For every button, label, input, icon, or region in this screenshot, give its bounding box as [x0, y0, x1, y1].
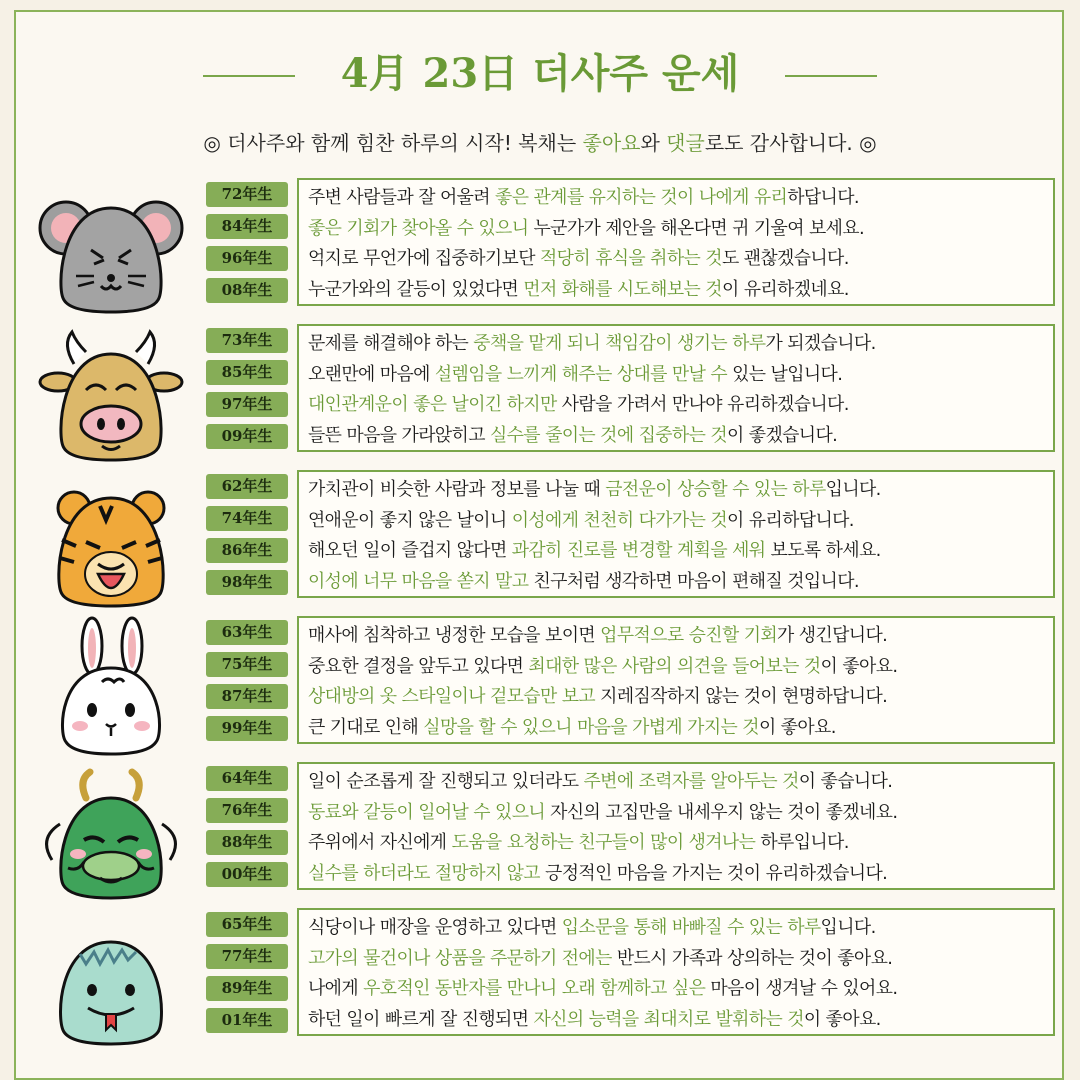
- fortune-highlight: 자신의 능력을 최대치로 발휘하는 것: [533, 1008, 804, 1030]
- fortune-text: 매사에 침착하고 냉정한 모습을 보이면: [308, 625, 601, 646]
- fortune-highlight: 먼저 화해를 시도해보는 것: [523, 278, 722, 300]
- fortune-line: [308, 1005, 1048, 1036]
- subtitle-comment: 댓글: [666, 131, 705, 155]
- fortune-group: [0, 762, 1080, 902]
- fortune-highlight: 우호적인 동반자를 만나니 오래 함께하고 싶은: [363, 978, 706, 999]
- fortune-line: [308, 974, 1048, 1005]
- birth-year-badge: 65年生: [206, 912, 288, 937]
- subtitle-mid: 와: [640, 131, 667, 155]
- fortune-line: [308, 390, 1048, 421]
- fortune-text: 이 좋겠습니다.: [727, 424, 838, 446]
- fortune-text: 가 되겠습니다.: [765, 333, 876, 354]
- fortune-line: [308, 621, 1048, 652]
- fortune-text: 사람을 가려서 만나야 유리하겠습니다.: [556, 394, 849, 415]
- fortune-text: 입니다.: [820, 917, 876, 938]
- fortune-text: 이 좋아요.: [820, 655, 898, 677]
- birth-year-badge: 87年生: [206, 684, 288, 709]
- fortune-text: 들뜬 마음을 가라앉히고: [308, 424, 490, 446]
- fortune-highlight: 이성에게 천천히 다가가는 것: [511, 509, 728, 531]
- birth-year-badge: 77年生: [206, 944, 288, 969]
- birth-year-badge: 00年生: [206, 862, 288, 887]
- fortune-text: 이 좋습니다.: [798, 771, 893, 792]
- fortune-highlight: 상대방의 옷 스타일이나 겉모습만 보고: [308, 686, 596, 707]
- fortune-text: 주위에서 자신에게: [308, 832, 452, 853]
- birth-year-badge: 75年生: [206, 652, 288, 677]
- fortune-text: 입니다.: [825, 479, 881, 500]
- fortune-line: [308, 214, 1048, 245]
- fortune-text: 반드시 가족과 상의하는 것이 좋아요.: [611, 947, 893, 969]
- fortune-text: 이 유리하겠네요.: [721, 278, 849, 300]
- birth-year-badge: 86年生: [206, 538, 288, 563]
- fortune-highlight: 실수를 줄이는 것에 집중하는 것: [489, 424, 728, 446]
- tiger-icon: [36, 470, 186, 610]
- birth-year-badge: 88年生: [206, 830, 288, 855]
- fortune-text: 도 괜찮겠습니다.: [721, 248, 849, 269]
- fortune-text: 연애운이 좋지 않은 날이니: [308, 509, 512, 531]
- birth-year-badge: 74年生: [206, 506, 288, 531]
- fortune-highlight: 좋은 기회가 찾아올 수 있으니: [308, 217, 529, 239]
- birth-year-badge: 84年生: [206, 214, 288, 239]
- fortune-text-box: [297, 616, 1055, 744]
- fortune-text: 이 유리하답니다.: [727, 509, 854, 531]
- birth-year-badge: 76年生: [206, 798, 288, 823]
- fortune-text: 오랜만에 마음에: [308, 363, 435, 385]
- birth-year-badge: 97年生: [206, 392, 288, 417]
- fortune-text: 문제를 해결해야 하는: [308, 333, 474, 354]
- fortune-text: 이 좋아요.: [803, 1008, 881, 1030]
- subtitle: [0, 128, 1080, 158]
- snake-icon: [36, 908, 186, 1048]
- fortune-text: 해오던 일이 즐겁지 않다면: [308, 540, 512, 561]
- fortune-highlight: 고가의 물건이나 상품을 주문하기 전에는: [308, 947, 612, 969]
- fortune-text-box: [297, 470, 1055, 598]
- rat-icon: [36, 178, 186, 318]
- fortune-group: [0, 178, 1080, 318]
- birth-year-badge: 62年生: [206, 474, 288, 499]
- fortune-line: [308, 652, 1048, 683]
- subtitle-like: 좋아요: [582, 131, 641, 155]
- birth-year-badge: 85年生: [206, 360, 288, 385]
- fortune-line: [308, 682, 1048, 713]
- fortune-text: 하답니다.: [787, 187, 859, 208]
- fortune-text: 식당이나 매장을 운영하고 있다면: [308, 917, 562, 938]
- fortune-text: 보도록 하세요.: [765, 540, 881, 561]
- birth-year-badge: 09年生: [206, 424, 288, 449]
- fortune-highlight: 대인관계운이 좋은 날이긴 하지만: [308, 394, 557, 415]
- birth-year-badge: 72年生: [206, 182, 288, 207]
- fortune-line: [308, 421, 1048, 452]
- fortune-line: [308, 536, 1048, 567]
- fortune-highlight: 과감히 진로를 변경할 계획을 세워: [511, 540, 766, 561]
- birth-year-badge: 89年生: [206, 976, 288, 1001]
- fortune-text-box: [297, 762, 1055, 890]
- subtitle-suffix: 로도 감사합니다. ◎: [704, 131, 877, 155]
- fortune-text: 가 생긴답니다.: [777, 625, 888, 646]
- fortune-text: 하던 일이 빠르게 잘 진행되면: [308, 1008, 534, 1030]
- fortune-line: [308, 244, 1048, 275]
- fortune-text: 가치관이 비슷한 사람과 정보를 나눌 때: [308, 479, 606, 500]
- fortune-highlight: 금전운이 상승할 수 있는 하루: [605, 479, 826, 500]
- fortune-line: [308, 859, 1048, 890]
- fortune-text: 친구처럼 생각하면 마음이 편해질 것입니다.: [528, 570, 859, 592]
- fortune-highlight: 설렘임을 느끼게 해주는 상대를 만날 수: [434, 363, 728, 385]
- page-title: 4月 23日 더사주 운세: [340, 50, 740, 97]
- fortune-highlight: 중책을 맡게 되니 책임감이 생기는 하루: [473, 333, 766, 354]
- fortune-highlight: 최대한 많은 사람의 의견을 들어보는 것: [528, 655, 821, 677]
- fortune-line: [308, 944, 1048, 975]
- fortune-text: 나에게: [308, 978, 364, 999]
- ox-icon: [36, 324, 186, 464]
- fortune-text: 중요한 결정을 앞두고 있다면: [308, 655, 529, 677]
- fortune-highlight: 적당히 휴식을 취하는 것: [539, 248, 722, 269]
- fortune-group: [0, 470, 1080, 610]
- fortune-line: [308, 183, 1048, 214]
- fortune-line: [308, 913, 1048, 944]
- fortune-text: 마음이 생겨날 수 있어요.: [705, 978, 898, 999]
- fortune-line: [308, 828, 1048, 859]
- fortune-text: 누군가와의 갈등이 있었다면: [308, 278, 524, 300]
- birth-year-badge: 73年生: [206, 328, 288, 353]
- fortune-line: [308, 329, 1048, 360]
- fortune-highlight: 이성에 너무 마음을 쏟지 말고: [308, 570, 529, 592]
- fortune-line: [308, 798, 1048, 829]
- birth-year-badge: 96年生: [206, 246, 288, 271]
- birth-year-badge: 98年生: [206, 570, 288, 595]
- subtitle-prefix: ◎ 더사주와 함께 힘찬 하루의 시작! 복채는: [203, 131, 583, 155]
- rabbit-icon: [36, 616, 186, 756]
- birth-year-badge: 01年生: [206, 1008, 288, 1033]
- birth-year-badge: 99年生: [206, 716, 288, 741]
- fortune-line: [308, 360, 1048, 391]
- fortune-text: 억지로 무언가에 집중하기보단: [308, 248, 540, 269]
- fortune-line: [308, 475, 1048, 506]
- fortune-highlight: 도움을 요청하는 친구들이 많이 생겨나는: [451, 832, 756, 853]
- fortune-line: [308, 567, 1048, 598]
- fortune-line: [308, 767, 1048, 798]
- fortune-group: [0, 616, 1080, 756]
- fortune-text: 자신의 고집만을 내세우지 않는 것이 좋겠네요.: [545, 801, 898, 823]
- fortune-highlight: 실망을 할 수 있으니 마음을 가볍게 가지는 것: [423, 716, 759, 738]
- fortune-text: 이 좋아요.: [758, 716, 836, 738]
- fortune-highlight: 실수를 하더라도 절망하지 않고: [308, 862, 540, 884]
- fortune-line: [308, 506, 1048, 537]
- birth-year-badge: 63年生: [206, 620, 288, 645]
- fortune-highlight: 좋은 관계를 유지하는 것이 나에게 유리: [495, 187, 788, 208]
- fortune-text: 지레짐작하지 않는 것이 현명하답니다.: [595, 686, 888, 707]
- fortune-line: [308, 713, 1048, 744]
- fortune-text: 누군가가 제안을 해온다면 귀 기울여 보세요.: [528, 217, 865, 239]
- fortune-text-box: [297, 178, 1055, 306]
- fortune-text: 하루입니다.: [755, 832, 849, 853]
- birth-year-badge: 64年生: [206, 766, 288, 791]
- fortune-highlight: 입소문을 통해 바빠질 수 있는 하루: [561, 917, 821, 938]
- fortune-text-box: [297, 324, 1055, 452]
- fortune-text: 주변 사람들과 잘 어울려: [308, 187, 496, 208]
- dragon-icon: [36, 762, 186, 902]
- fortune-text: 긍정적인 마음을 가지는 것이 유리하겠습니다.: [539, 862, 888, 884]
- fortune-group: [0, 324, 1080, 464]
- fortune-text: 일이 순조롭게 잘 진행되고 있더라도: [308, 771, 584, 792]
- fortune-highlight: 주변에 조력자를 알아두는 것: [583, 771, 799, 792]
- fortune-text: 있는 날입니다.: [727, 363, 843, 385]
- fortune-highlight: 동료와 갈등이 일어날 수 있으니: [308, 801, 546, 823]
- fortune-highlight: 업무적으로 승진할 기회: [600, 625, 778, 646]
- fortune-text: 큰 기대로 인해: [308, 716, 424, 738]
- birth-year-badge: 08年生: [206, 278, 288, 303]
- fortune-line: [308, 275, 1048, 306]
- fortune-group: [0, 908, 1080, 1048]
- fortune-text-box: [297, 908, 1055, 1036]
